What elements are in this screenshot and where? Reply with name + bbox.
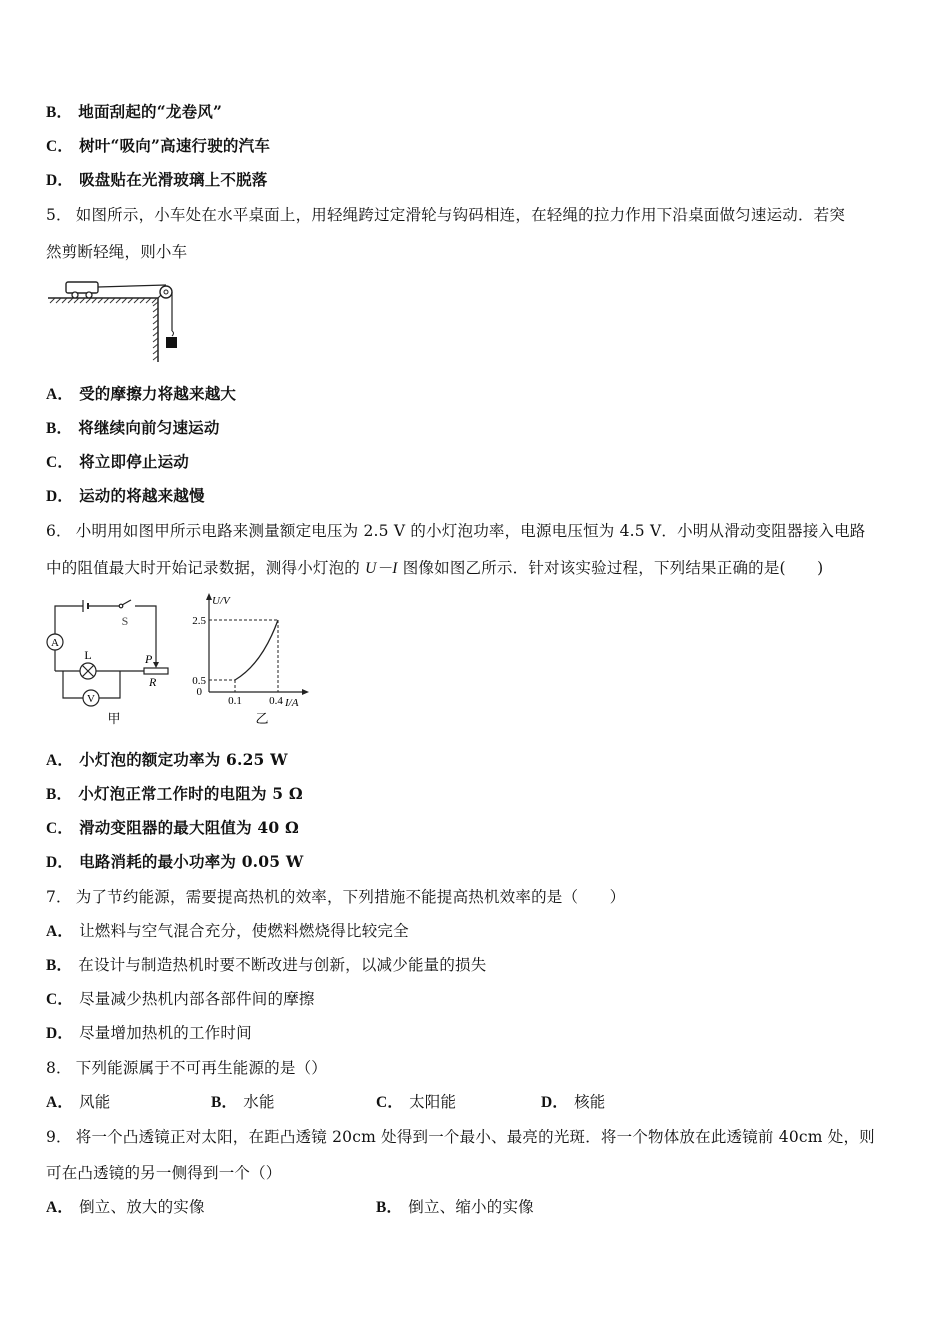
option-text: 让燃料与空气混合充分，使燃料燃烧得比较完全 — [79, 922, 409, 940]
question-number: 6． — [46, 522, 72, 540]
question-stem: 为了节约能源，需要提高热机的效率，下列措施不能提高热机效率的是（ ） — [75, 888, 626, 906]
q5-option-d — [46, 486, 205, 507]
option-text: 核能 — [574, 1093, 606, 1111]
x-axis-label: I/A — [285, 697, 299, 709]
origin-label: 0 — [196, 686, 202, 698]
question-stem: 然剪断轻绳，则小车 — [46, 243, 188, 261]
option-label: C． — [46, 820, 74, 837]
option-text: 风能 — [79, 1093, 111, 1111]
graph-caption: 乙 — [255, 711, 269, 726]
q6-option-c — [46, 818, 299, 839]
q7-option-d — [46, 1023, 252, 1044]
q4-option-c — [46, 136, 270, 157]
q5-option-b — [46, 418, 220, 439]
option-text: 倒立、放大的实像 — [79, 1198, 205, 1216]
option-label: D． — [46, 1025, 74, 1042]
q7-option-b — [46, 955, 486, 976]
q6-option-a — [46, 750, 288, 771]
q4-option-d — [46, 170, 268, 191]
option-label: D． — [46, 854, 74, 871]
option-label: C． — [46, 138, 74, 155]
question-stem: 中的阻值最大时开始记录数据，测得小灯泡的 — [46, 559, 366, 577]
question-stem: 可在凸透镜的另一侧得到一个（） — [46, 1164, 282, 1182]
option-text: 受的摩擦力将越来越大 — [79, 384, 237, 403]
x-tick-0-1: 0.1 — [228, 695, 242, 707]
option-label: C． — [46, 991, 74, 1008]
option-text: 树叶“吸向”高速行驶的汽车 — [79, 136, 271, 155]
rheostat-label: R — [149, 675, 157, 689]
option-label: C． — [46, 454, 74, 471]
option-text: 将继续向前匀速运动 — [78, 418, 220, 437]
q6-stem-line2 — [46, 558, 823, 579]
option-text: 尽量减少热机内部各部件间的摩擦 — [79, 990, 315, 1008]
circuit-diagram — [42, 596, 172, 728]
q7-option-c — [46, 989, 315, 1010]
option-label: D． — [46, 488, 74, 505]
q6-option-d — [46, 852, 303, 873]
slider-label: P — [145, 652, 153, 666]
option-text: 小灯泡的额定功率为 6.25 W — [79, 750, 288, 769]
question-number: 5． — [46, 206, 72, 224]
option-label: C． — [376, 1094, 404, 1111]
option-text: 太阳能 — [409, 1093, 457, 1111]
q9-option-a — [46, 1197, 205, 1218]
option-label: B． — [46, 104, 73, 121]
option-text: 运动的将越来越慢 — [79, 486, 205, 505]
q5-stem-line2 — [46, 242, 187, 262]
option-label: B． — [46, 786, 73, 803]
q7-stem — [46, 887, 625, 907]
option-text: 滑动变阻器的最大阻值为 40 Ω — [79, 818, 299, 837]
question-number: 9． — [46, 1128, 72, 1146]
option-text: 尽量增加热机的工作时间 — [79, 1024, 252, 1042]
q9-option-b — [376, 1197, 534, 1218]
option-text: 吸盘贴在光滑玻璃上不脱落 — [79, 170, 268, 189]
option-text: 小灯泡正常工作时的电阻为 5 Ω — [78, 784, 303, 803]
q5-stem-line1 — [46, 205, 845, 225]
option-label: A． — [46, 1094, 74, 1111]
question-number: 7． — [46, 888, 72, 906]
ammeter-label: A — [51, 637, 59, 649]
option-label: D． — [541, 1094, 569, 1111]
q9-stem-line1 — [46, 1127, 875, 1147]
option-label: B． — [211, 1094, 238, 1111]
option-text: 在设计与制造热机时要不断改进与创新，以减少能量的损失 — [78, 956, 487, 974]
option-text: 将立即停止运动 — [79, 452, 189, 471]
lamp-label: L — [84, 648, 92, 662]
option-label: B． — [46, 420, 73, 437]
switch-label: S — [121, 614, 129, 628]
q5-option-a — [46, 384, 236, 405]
q5-option-c — [46, 452, 189, 473]
q6-stem-line1 — [46, 521, 866, 541]
q4-option-b — [46, 102, 222, 123]
q8-option-b — [211, 1092, 275, 1113]
option-text: 地面刮起的“龙卷风” — [78, 102, 223, 121]
q9-stem-line2 — [46, 1163, 282, 1183]
option-text: 电路消耗的最小功率为 0.05 W — [79, 852, 304, 871]
ui-graph — [182, 592, 322, 728]
cart-pulley-figure — [46, 276, 196, 366]
q7-option-a — [46, 921, 409, 942]
y-axis-label: U/V — [212, 595, 230, 607]
q8-option-d — [541, 1092, 606, 1113]
y-tick-2-5: 2.5 — [192, 615, 206, 627]
x-tick-0-4: 0.4 — [269, 695, 283, 707]
voltmeter-label: V — [87, 693, 95, 705]
option-label: B． — [376, 1199, 403, 1216]
y-tick-0-5: 0.5 — [192, 675, 206, 687]
ui-graph-ref: U－I — [365, 560, 398, 577]
option-label: D． — [46, 172, 74, 189]
question-stem: 小明用如图甲所示电路来测量额定电压为 2.5 V 的小灯泡功率，电源电压恒为 4.5 V．小明从滑动变阻器接入电路 — [75, 522, 866, 540]
option-label: B． — [46, 957, 73, 974]
option-label: A． — [46, 386, 74, 403]
question-stem: 将一个凸透镜正对太阳，在距凸透镜 20cm 处得到一个最小、最亮的光斑．将一个物体放在此透镜前 40cm 处，则 — [75, 1128, 875, 1146]
q8-option-c — [376, 1092, 456, 1113]
q8-stem — [46, 1058, 327, 1078]
question-number: 8． — [46, 1059, 72, 1077]
option-text: 倒立、缩小的实像 — [408, 1198, 534, 1216]
question-stem: 如图所示，小车处在水平桌面上，用轻绳跨过定滑轮与钩码相连，在轻绳的拉力作用下沿桌面做匀速运动．若突 — [75, 206, 846, 224]
option-label: A． — [46, 923, 74, 940]
option-label: A． — [46, 1199, 74, 1216]
option-label: A． — [46, 752, 74, 769]
question-stem: 图像如图乙所示．针对该实验过程，下列结果正确的是( ) — [397, 559, 824, 577]
question-stem: 下列能源属于不可再生能源的是（） — [75, 1059, 327, 1077]
q6-option-b — [46, 784, 303, 805]
option-text: 水能 — [243, 1093, 275, 1111]
circuit-caption: 甲 — [107, 711, 121, 726]
q8-option-a — [46, 1092, 111, 1113]
